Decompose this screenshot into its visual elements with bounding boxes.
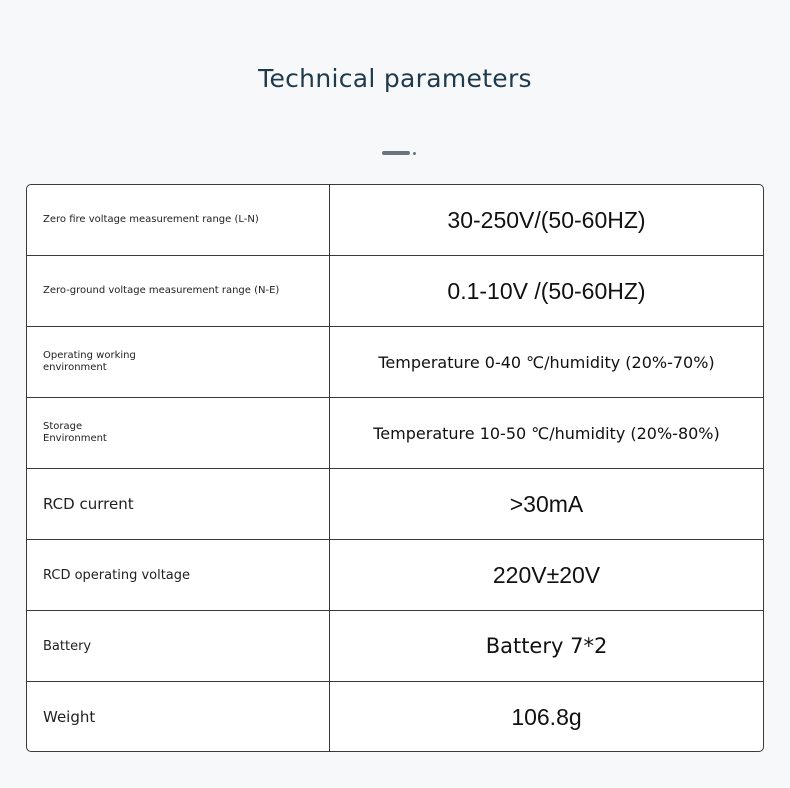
row-value: 30-250V/(50-60HZ) [447,206,646,233]
row-value: 106.8g [511,703,582,730]
row-label: Zero-ground voltage measurement range (N-E) [27,256,330,326]
row-label: RCD current [27,469,330,539]
row-label: RCD operating voltage [27,540,330,610]
title-divider [382,151,410,155]
table-row [27,185,763,256]
row-label-line1: Operating working [43,350,136,361]
title-divider-dot [413,152,416,155]
page-title: Technical parameters [258,64,532,93]
row-value: Battery 7*2 [485,634,608,658]
row-value: Temperature 10-50 ℃/humidity (20%-80%) [373,423,720,443]
row-label [27,327,330,397]
table-row [27,327,763,398]
table-row [27,469,763,540]
row-label-line2: Environment [43,433,107,444]
table-row [27,540,763,611]
row-value: 0.1-10V /(50-60HZ) [447,277,646,304]
row-value: Temperature 0-40 ℃/humidity (20%-70%) [378,352,715,372]
table-row [27,682,763,752]
row-value: 220V±20V [492,561,601,588]
row-value: >30mA [509,490,584,517]
row-label: Zero fire voltage measurement range (L-N) [27,185,330,255]
spec-table [26,184,764,752]
table-row [27,256,763,327]
row-label [27,398,330,468]
row-label: Weight [27,682,330,752]
table-row [27,398,763,469]
row-label: Battery [27,611,330,681]
row-label-line2: environment [43,362,107,373]
row-label-line1: Storage [43,421,83,432]
table-row [27,611,763,682]
